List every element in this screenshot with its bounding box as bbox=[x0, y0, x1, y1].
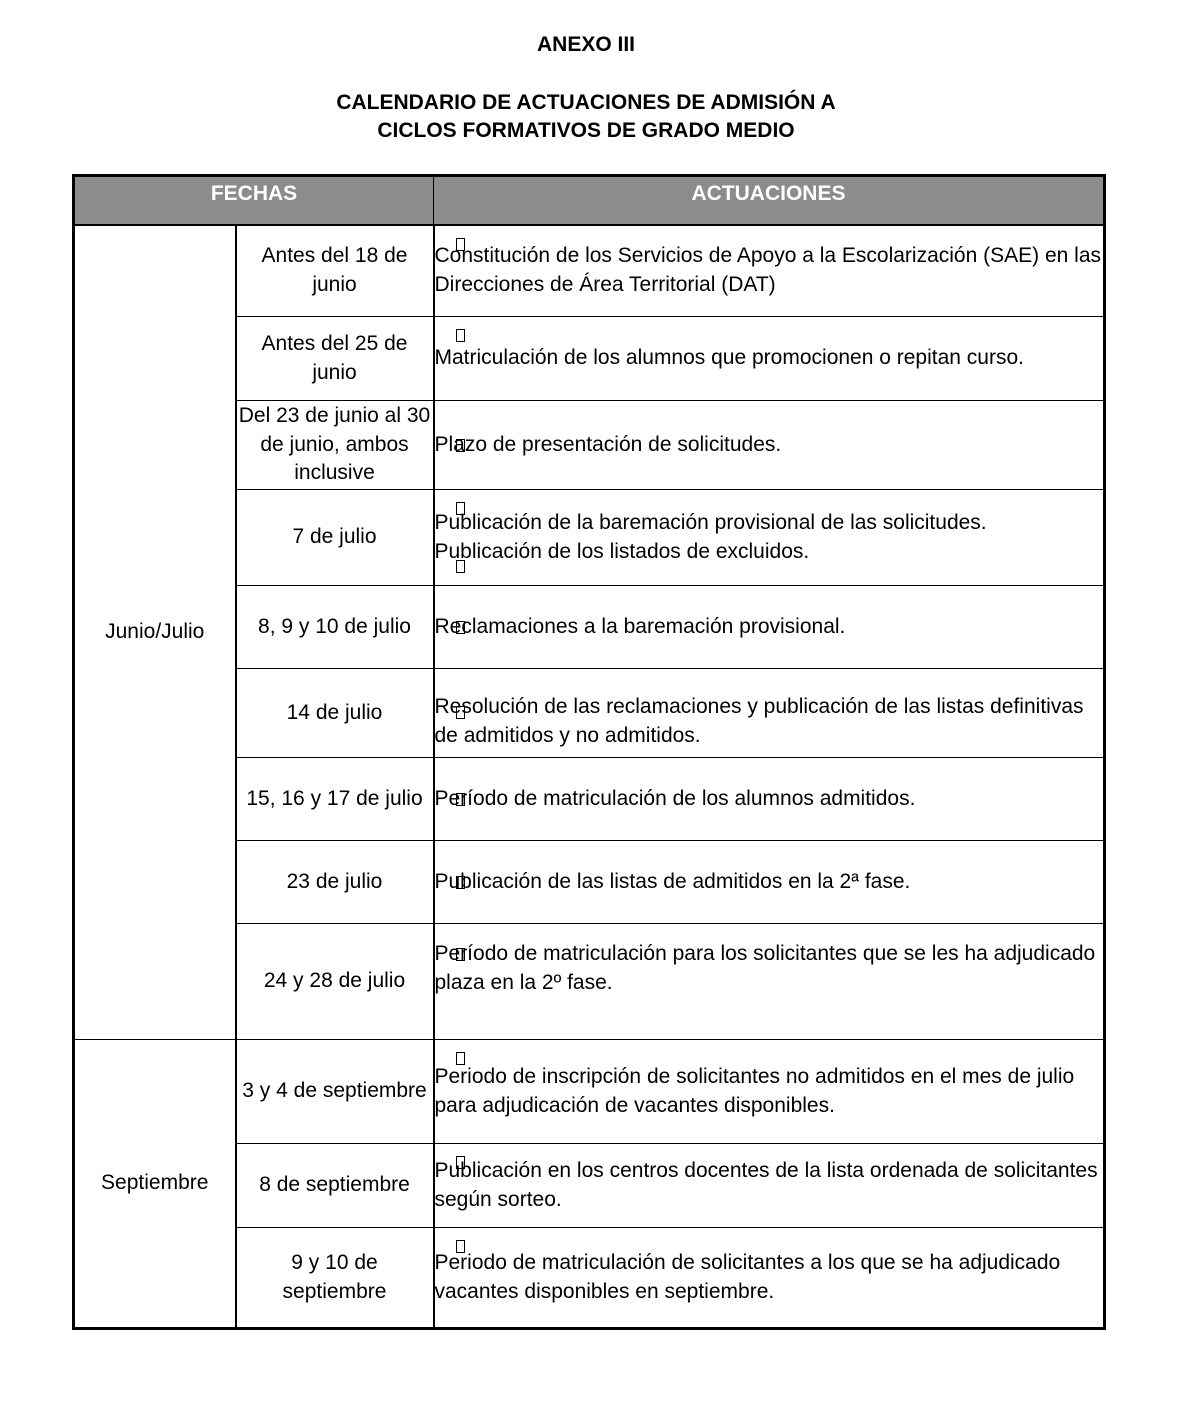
admission-calendar-table bbox=[72, 174, 1106, 1330]
action-cell bbox=[434, 758, 1105, 841]
date-cell: Del 23 de junio al 30 de junio, ambos inclusive bbox=[236, 401, 434, 490]
action-text: Período de matriculación para los solicitantes que se les ha adjudicado plaza en la 2º fase. bbox=[434, 942, 1096, 994]
period-label-junio-julio: Junio/Julio bbox=[74, 225, 236, 1040]
checkbox-bullet-icon bbox=[456, 329, 465, 342]
action-cell bbox=[434, 924, 1105, 1040]
action-cell bbox=[434, 490, 1105, 586]
header-dates: FECHAS bbox=[74, 176, 434, 225]
checkbox-bullet-icon bbox=[456, 706, 465, 719]
document-title bbox=[0, 89, 1172, 145]
header-actions: ACTUACIONES bbox=[434, 176, 1105, 225]
action-text: Publicación de las listas de admitidos en la 2ª fase. bbox=[434, 869, 911, 893]
date-cell: Antes del 25 de junio bbox=[236, 317, 434, 401]
action-cell bbox=[434, 1228, 1105, 1329]
checkbox-bullet-icon bbox=[456, 621, 465, 634]
checkbox-bullet-icon bbox=[456, 793, 465, 806]
date-cell: 23 de julio bbox=[236, 841, 434, 924]
action-cell bbox=[434, 1040, 1105, 1144]
date-cell: 8 de septiembre bbox=[236, 1144, 434, 1228]
checkbox-bullet-icon bbox=[456, 1156, 465, 1169]
date-cell: 9 y 10 de septiembre bbox=[236, 1228, 434, 1329]
checkbox-bullet-icon bbox=[456, 948, 465, 961]
action-cell bbox=[434, 586, 1105, 669]
annex-title: ANEXO III bbox=[536, 33, 636, 56]
date-cell: 3 y 4 de septiembre bbox=[236, 1040, 434, 1144]
date-cell: Antes del 18 de junio bbox=[236, 225, 434, 317]
action-cell bbox=[434, 317, 1105, 401]
checkbox-bullet-icon bbox=[456, 238, 465, 251]
checkbox-bullet-icon bbox=[456, 560, 465, 573]
checkbox-bullet-icon bbox=[456, 439, 465, 452]
action-text: Publicación de la baremación provisional de las solicitudes. bbox=[434, 511, 987, 534]
date-cell: 15, 16 y 17 de julio bbox=[236, 758, 434, 841]
action-text: Publicación en los centros docentes de la lista ordenada de solicitantes según sorteo. bbox=[434, 1159, 1098, 1211]
document-title-line-2: CICLOS FORMATIVOS DE GRADO MEDIO bbox=[377, 119, 795, 142]
action-cell bbox=[434, 841, 1105, 924]
action-text: Reclamaciones a la baremación provisional. bbox=[434, 614, 846, 638]
action-text: Resolución de las reclamaciones y publicación de las listas definitivas de admitidos y no admitidos. bbox=[434, 695, 1084, 747]
date-cell: 24 y 28 de julio bbox=[236, 924, 434, 1040]
action-text-secondary: Publicación de los listados de excluidos. bbox=[434, 539, 810, 563]
action-text: Constitución de los Servicios de Apoyo a la Escolarización (SAE) en las Direcciones de Área Territorial (DAT) bbox=[434, 244, 1102, 296]
date-cell: 8, 9 y 10 de julio bbox=[236, 586, 434, 669]
action-cell bbox=[434, 401, 1105, 490]
checkbox-bullet-icon bbox=[456, 502, 465, 515]
checkbox-bullet-icon bbox=[456, 876, 465, 889]
action-text: Plazo de presentación de solicitudes. bbox=[434, 432, 782, 456]
table-row bbox=[74, 225, 1105, 317]
table-header-row bbox=[74, 176, 1105, 225]
action-text: Periodo de inscripción de solicitantes no admitidos en el mes de julio para adjudicación de vacantes disponibles. bbox=[434, 1065, 1075, 1117]
checkbox-bullet-icon bbox=[456, 1240, 465, 1253]
action-text: Periodo de matriculación de solicitantes a los que se ha adjudicado vacantes disponibles en septiembre. bbox=[434, 1251, 1061, 1303]
document-title-line-1: CALENDARIO DE ACTUACIONES DE ADMISIÓN A bbox=[336, 91, 836, 114]
action-cell bbox=[434, 1144, 1105, 1228]
date-cell: 14 de julio bbox=[236, 669, 434, 758]
checkbox-bullet-icon bbox=[456, 1052, 465, 1065]
action-text: Período de matriculación de los alumnos admitidos. bbox=[434, 786, 916, 810]
action-text: Matriculación de los alumnos que promocionen o repitan curso. bbox=[434, 346, 1024, 370]
period-label-septiembre: Septiembre bbox=[74, 1040, 236, 1329]
date-cell: 7 de julio bbox=[236, 490, 434, 586]
table-row bbox=[74, 1040, 1105, 1144]
action-cell bbox=[434, 225, 1105, 317]
action-cell bbox=[434, 669, 1105, 758]
